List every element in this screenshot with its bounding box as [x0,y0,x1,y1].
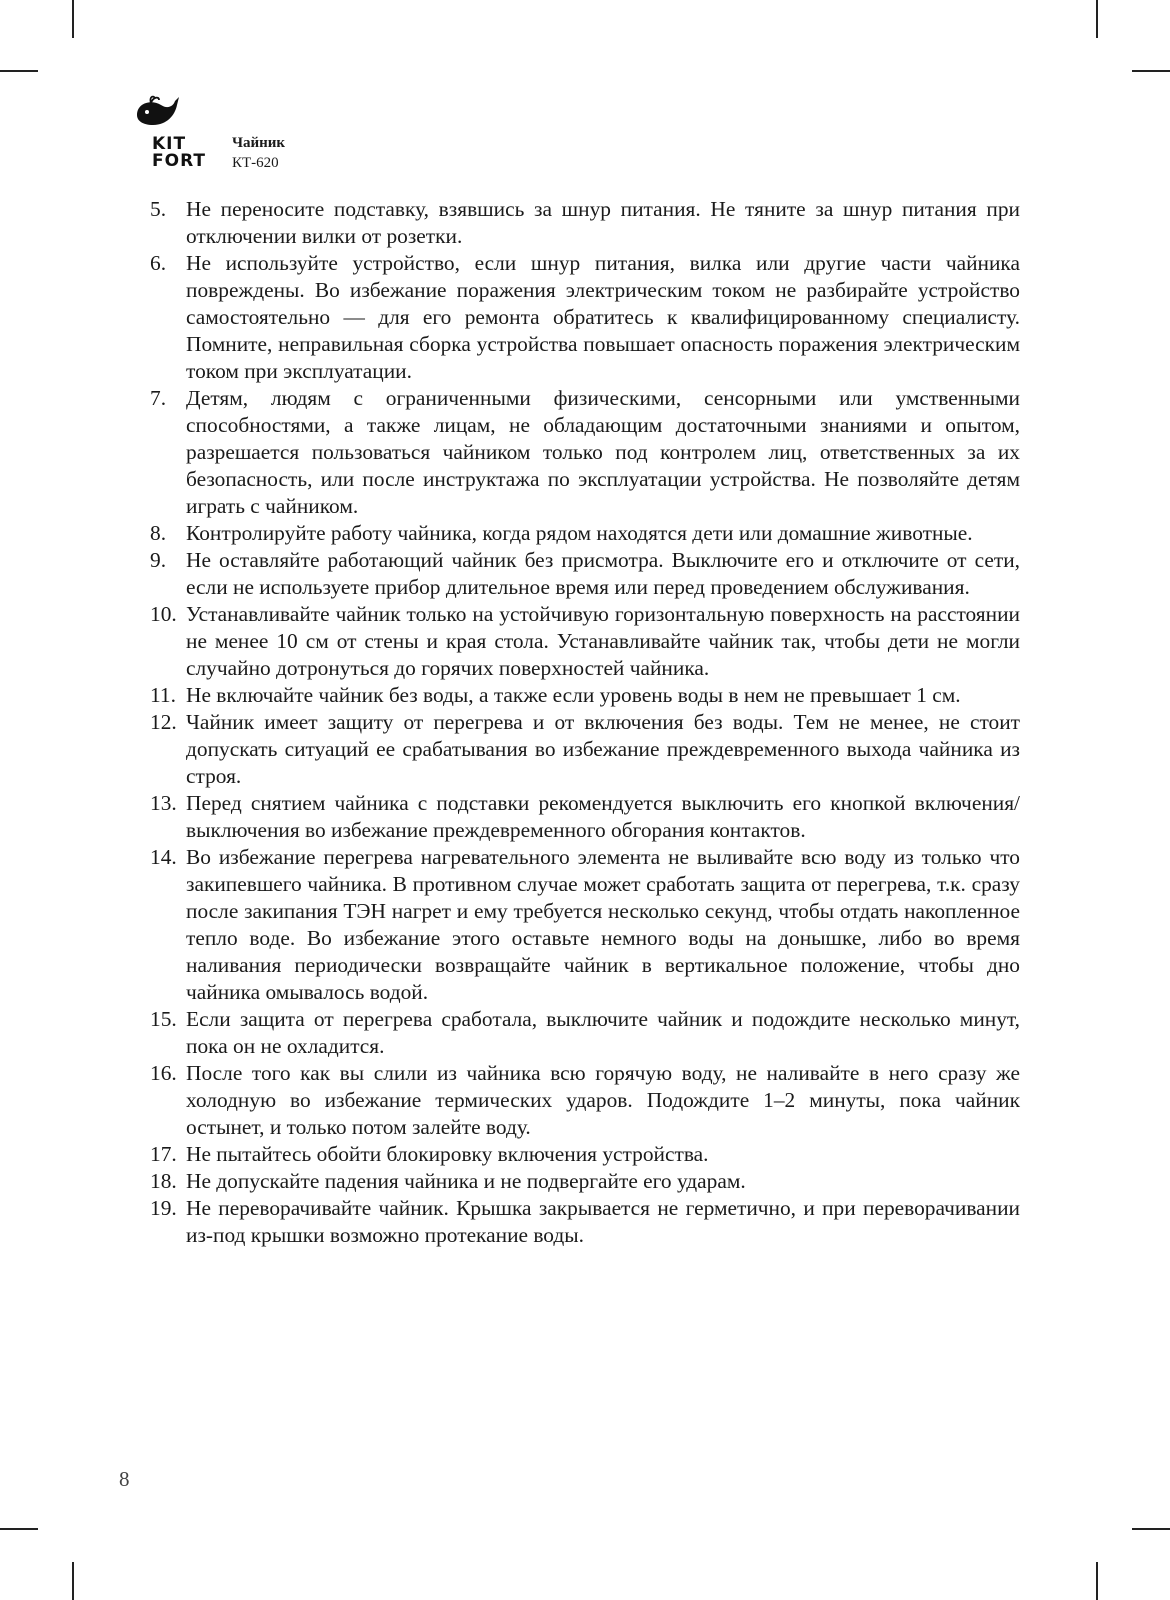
rule-number: 14. [150,845,177,869]
rule-item [150,1168,1020,1195]
brand-top: KIT [152,134,187,154]
rule-text: Если защита от перегрева сработала, выключите чайник и подождите несколько минут, пока он не охладится. [186,1007,1020,1058]
rule-item [150,250,1020,385]
rule-number: 8. [150,521,167,545]
page-number: 8 [119,1467,130,1491]
rule-number: 5. [150,197,167,221]
rule-text: Не допускайте падения чайника и не подвергайте его ударам. [186,1169,746,1193]
rule-number: 18. [150,1169,177,1193]
rule-text: Не пытайтесь обойти блокировку включения устройства. [186,1142,709,1166]
rule-item [150,601,1020,682]
rule-item [150,1006,1020,1060]
rule-item [150,1195,1020,1249]
rule-item [150,1141,1020,1168]
rule-text: Не оставляйте работающий чайник без присмотра. Выключите его и отключите от сети, если не используете прибор длительное время или перед проведением обслуживания. [186,548,1020,599]
rule-number: 19. [150,1196,177,1220]
rule-item [150,682,1020,709]
crop-mark-top-right [1096,0,1098,38]
crop-mark-bottom-right [1096,1562,1098,1600]
rule-text: Во избежание перегрева нагревательного элемента не выливайте всю воду из только что закипевшего чайника. В противном случае может сработать защита от перегрева, т.к. сразу после закипания ТЭН нагрет и ему требуется несколько секунд, чтобы отдать накопленное тепло воде. Во избежание этого оставьте немного воды на донышке, либо во время наливания периодически возвращайте чайник в вертикальное положение, чтобы дно чайника омывалось водой. [186,845,1020,1004]
rule-item [150,844,1020,1006]
rule-text: Детям, людям с ограниченными физическими, сенсорными или умственными способностями, а также лицам, не обладающим достаточными знаниями и опытом, разрешается пользоваться чайником только под контролем лиц, ответственных за их безопасность, или после инструктажа по эксплуатации устройства. Не позволяйте детям играть с чайником. [186,386,1020,518]
rule-number: 10. [150,602,177,626]
rule-text: После того как вы слили из чайника всю горячую воду, не наливайте в него сразу же холодную во избежание термических ударов. Подождите 1–2 минуты, пока чайник остынет, и только потом залейте воду. [186,1061,1020,1139]
rule-text: Устанавливайте чайник только на устойчивую горизонтальную поверхность на расстоянии не менее 10 см от стены и края стола. Устанавливайте чайник так, чтобы дети не могли случайно дотронуться до горячих поверхностей чайника. [186,602,1020,680]
rule-number: 12. [150,710,177,734]
product-info [232,133,285,173]
rule-text: Контролируйте работу чайника, когда рядом находятся дети или домашние животные. [186,521,973,545]
rule-number: 11. [150,683,176,707]
rule-text: Не включайте чайник без воды, а также если уровень воды в нем не превышает 1 см. [186,683,961,707]
crop-mark-right-top [1132,70,1170,72]
crop-mark-left-top [0,70,38,72]
rule-item [150,385,1020,520]
product-name: Чайник [232,135,286,151]
product-model: КТ-620 [232,155,279,171]
rule-item [150,520,1020,547]
rule-number: 15. [150,1007,177,1031]
crop-mark-bottom-left [72,1562,74,1600]
crop-mark-left-bottom [0,1528,38,1530]
brand-bottom: FORT [152,151,206,171]
rule-text: Перед снятием чайника с подставки рекомендуется выключить его кнопкой включения/выключения во избежание преждевременного обгорания контактов. [186,791,1020,842]
crop-mark-top-left [72,0,74,38]
rule-text: Не переносите подставку, взявшись за шнур питания. Не тяните за шнур питания при отключении вилки от розетки. [186,197,1020,248]
rule-text: Не переворачивайте чайник. Крышка закрывается не герметично, и при переворачивании из-под крышки возможно протекание воды. [186,1196,1020,1247]
rule-item [150,709,1020,790]
rule-text: Чайник имеет защиту от перегрева и от включения без воды. Тем не менее, не стоит допускать ситуаций ее срабатывания во избежание преждевременного выхода чайника из строя. [186,710,1020,788]
rule-number: 9. [150,548,167,572]
brand-logo-text [152,136,206,170]
rule-item [150,547,1020,601]
rule-number: 16. [150,1061,177,1085]
rule-number: 13. [150,791,177,815]
rule-number: 17. [150,1142,177,1166]
crop-mark-right-bottom [1132,1528,1170,1530]
rule-item [150,1060,1020,1141]
rule-text: Не используйте устройство, если шнур питания, вилка или другие части чайника повреждены. Во избежание поражения электрическим током не разбирайте устройство самостоятельно — для его ремонта обратитесь к квалифицированному специалисту. Помните, неправильная сборка устройства повышает опасность поражения электрическим током при эксплуатации. [186,251,1020,383]
safety-rules-list [150,196,1020,1249]
rule-number: 6. [150,251,167,275]
rule-item [150,790,1020,844]
rule-number: 7. [150,386,167,410]
rule-item [150,196,1020,250]
